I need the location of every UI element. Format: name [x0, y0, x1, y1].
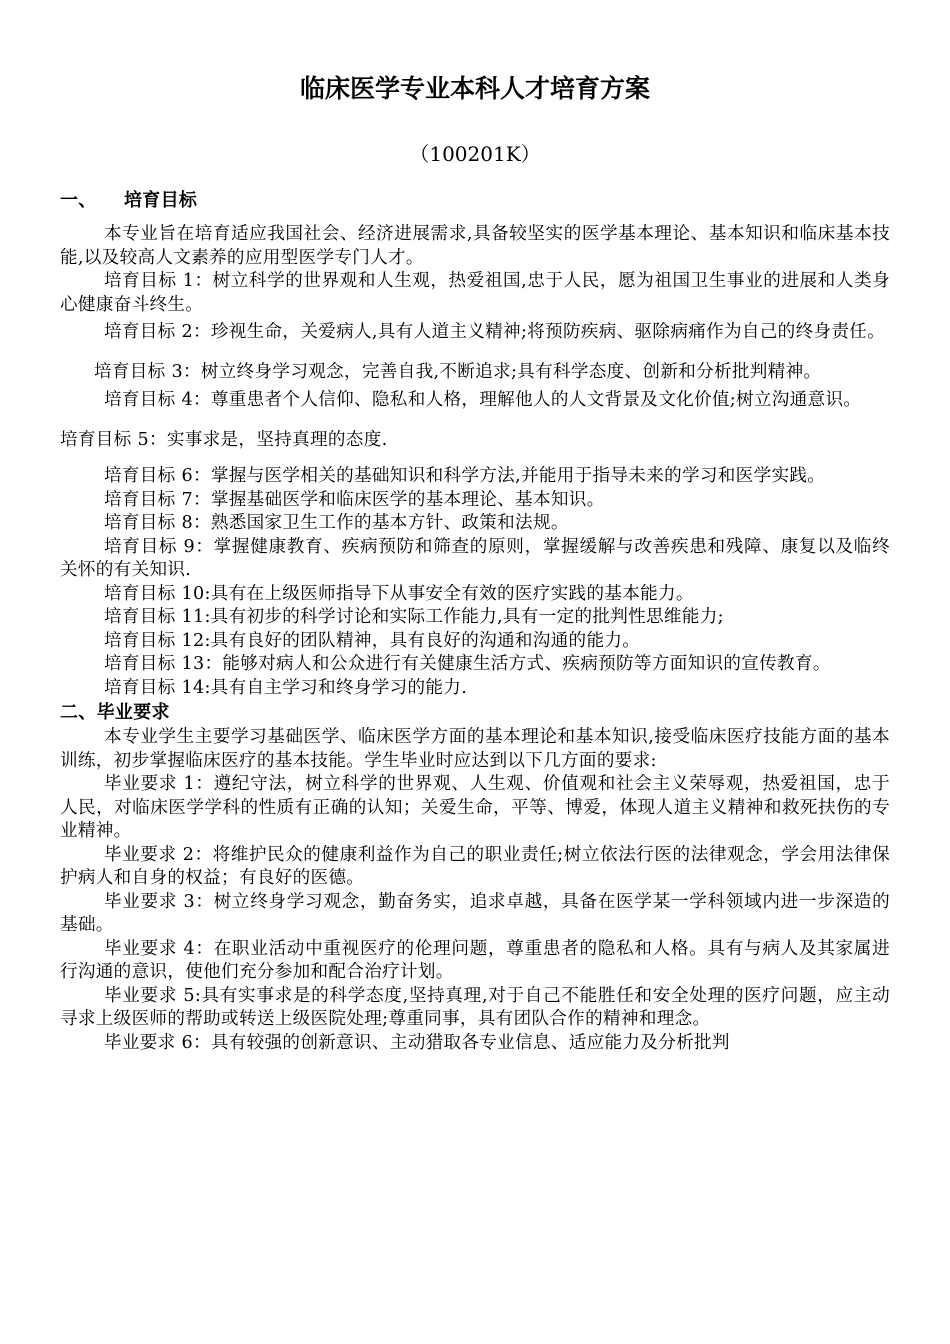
goal-item: 培育目标 10:具有在上级医师指导下从事安全有效的医疗实践的基本能力。 — [104, 583, 694, 604]
section-heading-requirements: 二、毕业要求 — [60, 702, 170, 723]
goal-item: 培育目标 11:具有初步的科学讨论和实际工作能力,具有一定的批判性思维能力; — [104, 607, 724, 627]
requirement-item: 毕业要求 4：在职业活动中重视医疗的伦理问题，尊重患者的隐私和人格。具有与病人及其家属进行沟通的意识，使他们充分参加和配合治疗计划。 — [60, 938, 890, 982]
goal-item: 培育目标 6：掌握与医学相关的基础知识和科学方法,并能用于指导未来的学习和医学实践。 — [104, 466, 826, 486]
goal-item: 培育目标 14:具有自主学习和终身学习的能力. — [104, 677, 468, 698]
goal-item: 培育目标 5：实事求是，坚持真理的态度. — [60, 429, 388, 450]
requirement-item: 毕业要求 3：树立终身学习观念，勤奋务实，追求卓越，具备在医学某一学科领域内进一步深造的基础。 — [60, 891, 890, 935]
goals-intro: 本专业旨在培育适应我国社会、经济进展需求,具备较坚实的医学基本理论、基本知识和临床基本技能,以及较高人文素养的应用型医学专门人才。 — [60, 224, 890, 268]
goal-item: 培育目标 9：掌握健康教育、疾病预防和筛查的原则，掌握缓解与改善疾患和残障、康复以及临终关怀的有关知识. — [60, 536, 890, 580]
goal-item: 培育目标 3：树立终身学习观念，完善自我,不断追求;具有科学态度、创新和分析批判精神。 — [94, 362, 822, 382]
goal-item: 培育目标 7：掌握基础医学和临床医学的基本理论、基本知识。 — [104, 489, 605, 510]
requirement-item: 毕业要求 1：遵纪守法，树立科学的世界观、人生观、价值观和社会主义荣辱观，热爱祖国，忠于人民，对临床医学学科的性质有正确的认知；关爱生命，平等、博爱，体现人道主义精神和救死扶伤的专业精神。 — [60, 774, 890, 841]
requirement-item: 毕业要求 6：具有较强的创新意识、主动猎取各专业信息、适应能力及分析批判 — [104, 1032, 730, 1053]
section-title: 培育目标 — [124, 190, 198, 211]
goal-item: 培育目标 2：珍视生命，关爱病人,具有人道主义精神;将预防疾病、驱除病痛作为自己的终身责任。 — [104, 322, 886, 342]
goal-item: 培育目标 8：熟悉国家卫生工作的基本方针、政策和法规。 — [104, 513, 569, 533]
goal-item: 培育目标 4：尊重患者个人信仰、隐私和人格，理解他人的人文背景及文化价值;树立沟通意识。 — [104, 389, 862, 410]
goal-item: 培育目标 1：树立科学的世界观和人生观，热爱祖国,忠于人民，愿为祖国卫生事业的进展和人类身心健康奋斗终生。 — [60, 271, 890, 315]
document-body — [60, 188, 890, 1055]
requirement-item: 毕业要求 5:具有实事求是的科学态度,坚持真理,对于自己不能胜任和安全处理的医疗问题，应主动寻求上级医师的帮助或转送上级医院处理;尊重同事，具有团队合作的精神和理念。 — [60, 985, 890, 1029]
program-code: （100201K） — [409, 142, 541, 166]
page-title: 临床医学专业本科人才培育方案 — [299, 74, 650, 103]
goal-item: 培育目标 13：能够对病人和公众进行有关健康生活方式、疾病预防等方面知识的宣传教育。 — [104, 654, 831, 674]
requirements-intro: 本专业学生主要学习基础医学、临床医学方面的基本理论和基本知识,接受临床医疗技能方面的基本训练，初步掌握临床医疗的基本技能。学生毕业时应达到以下几方面的要求: — [60, 727, 890, 771]
goal-item: 培育目标 12:具有良好的团队精神，具有良好的沟通和沟通的能力。 — [104, 630, 641, 651]
requirement-item: 毕业要求 2：将维护民众的健康利益作为自己的职业责任;树立依法行医的法律观念，学会用法律保护病人和自身的权益；有良好的医德。 — [60, 844, 890, 888]
section-heading-goals — [60, 188, 890, 214]
section-number: 一、 — [60, 190, 97, 211]
